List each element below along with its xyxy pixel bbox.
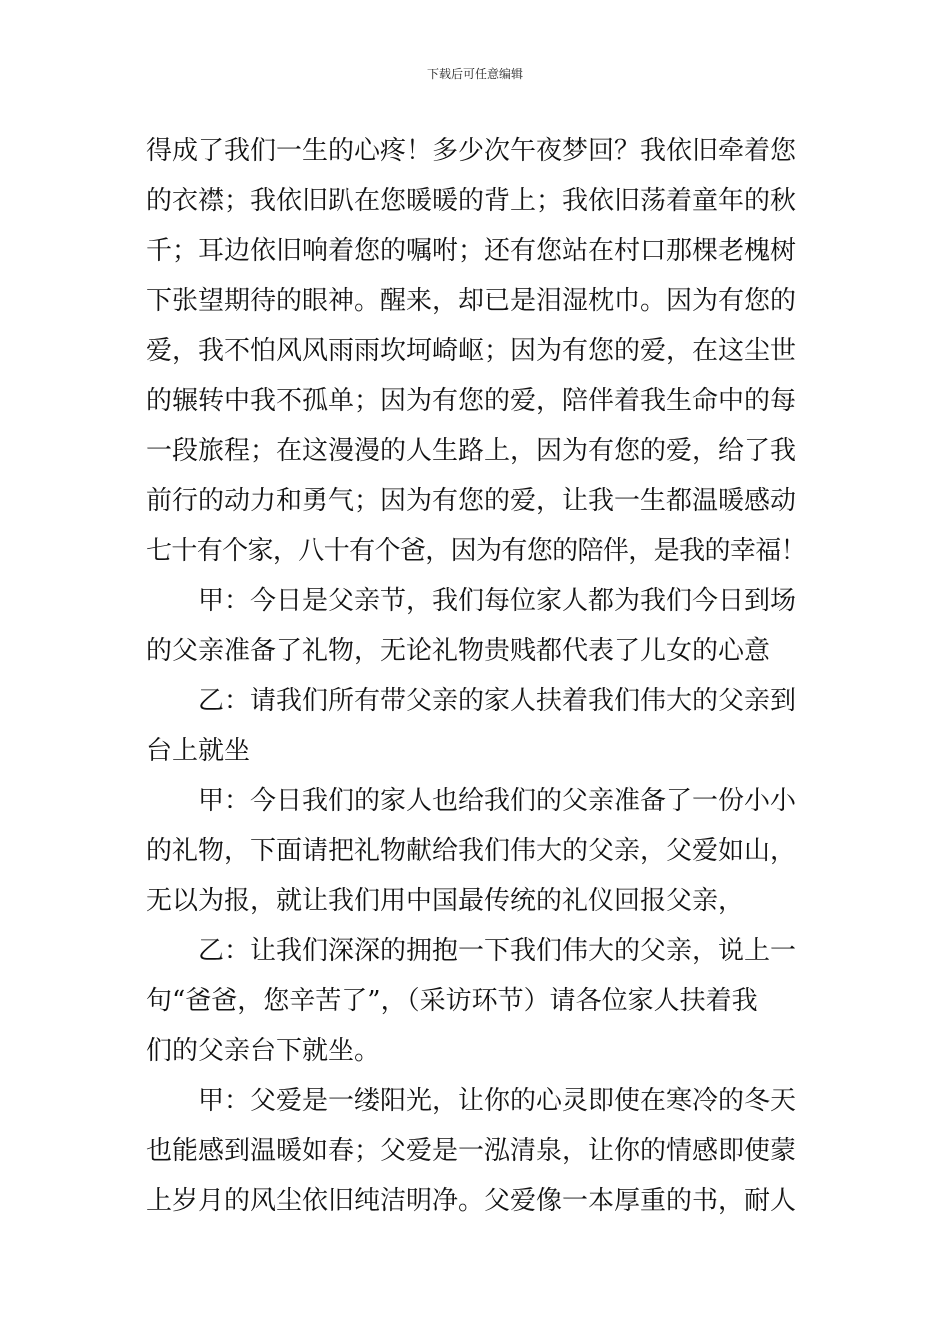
text-line: 甲：今日我们的家人也给我们的父亲准备了一份小小	[198, 786, 797, 816]
text-line: 爱，我不怕风风雨雨坎坷崎岖；因为有您的爱，在这尘世	[146, 336, 797, 366]
text-line: 下张望期待的眼神。醒来，却已是泪湿枕巾。因为有您的	[146, 286, 797, 316]
text-line: 的父亲准备了礼物，无论礼物贵贱都代表了儿女的心意	[146, 636, 771, 666]
text-line: 一段旅程；在这漫漫的人生路上，因为有您的爱，给了我	[146, 436, 797, 466]
text-line: 句“爸爸，您辛苦了”，（采访环节）请各位家人扶着我	[146, 986, 758, 1016]
text-line: 前行的动力和勇气；因为有您的爱，让我一生都温暖感动	[146, 486, 797, 516]
text-line: 上岁月的风尘依旧纯洁明净。父爱像一本厚重的书，耐人	[146, 1186, 797, 1216]
page-header: 下载后可任意编辑	[426, 67, 523, 81]
text-line: 甲：今日是父亲节，我们每位家人都为我们今日到场	[198, 586, 797, 616]
text-line: 们的父亲台下就坐。	[146, 1036, 381, 1066]
text-line: 无以为报，就让我们用中国最传统的礼仪回报父亲，	[146, 886, 745, 916]
text-line: 甲：父爱是一缕阳光，让你的心灵即使在寒冷的冬天	[198, 1086, 797, 1116]
text-line: 台上就坐	[146, 736, 251, 766]
text-line: 的衣襟；我依旧趴在您暖暖的背上；我依旧荡着童年的秋	[146, 186, 797, 216]
body-text	[146, 126, 806, 1226]
text-line: 得成了我们一生的心疼！多少次午夜梦回？我依旧牵着您	[146, 136, 797, 166]
text-line: 的礼物，下面请把礼物献给我们伟大的父亲，父爱如山，	[146, 836, 797, 866]
text-line: 的辗转中我不孤单；因为有您的爱，陪伴着我生命中的每	[146, 386, 797, 416]
text-line: 也能感到温暖如春；父爱是一泓清泉，让你的情感即使蒙	[146, 1136, 797, 1166]
text-line: 乙：请我们所有带父亲的家人扶着我们伟大的父亲到	[198, 686, 797, 716]
text-line: 七十有个家，八十有个爸，因为有您的陪伴，是我的幸福！	[146, 536, 806, 566]
text-line: 乙：让我们深深的拥抱一下我们伟大的父亲，说上一	[198, 936, 797, 966]
text-line: 千；耳边依旧响着您的嘱咐；还有您站在村口那棵老槐树	[146, 236, 797, 266]
